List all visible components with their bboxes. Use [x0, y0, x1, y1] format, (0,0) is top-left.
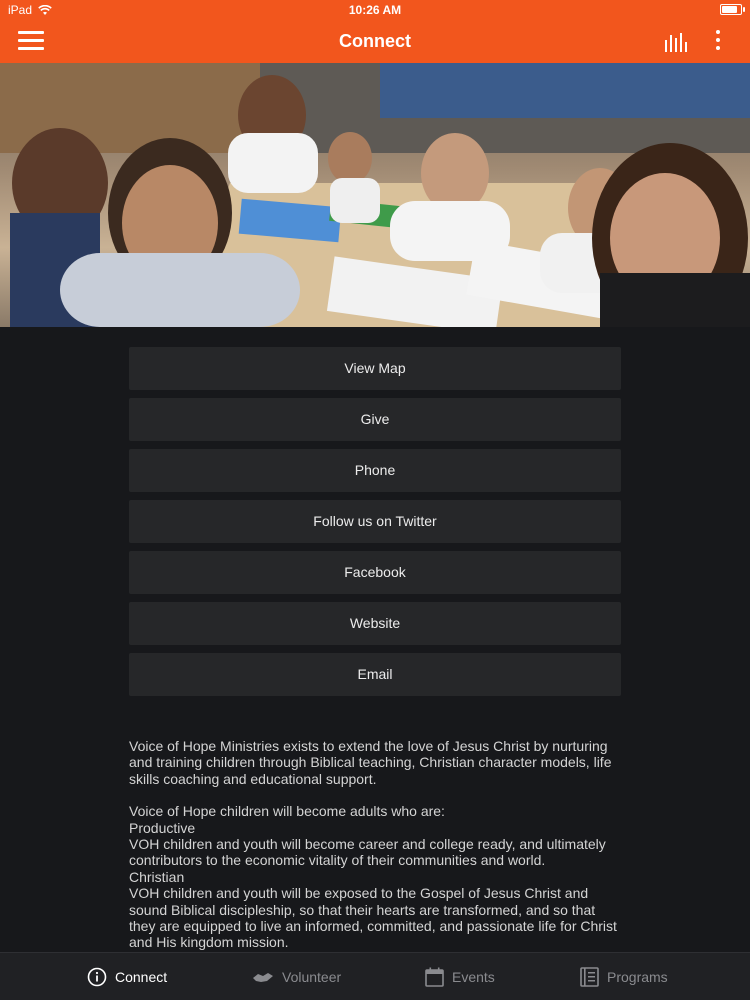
section-text-christian: VOH children and youth will be exposed to the Gospel of Jesus Christ and sound Biblical discipleship, so that their hearts are transformed, and so that they are equipped to live an informed, committed, and passionate life for Christ and His kingdom mission. — [129, 885, 617, 950]
hero-illustration — [0, 63, 750, 327]
website-button[interactable]: Website — [129, 602, 621, 645]
status-bar — [0, 0, 750, 20]
mission-text: Voice of Hope Ministries exists to extend the love of Jesus Christ by nurturing and training children through Biblical teaching, Christian character models, life skills coaching and educational support. — [129, 738, 612, 787]
about-description — [129, 738, 623, 950]
device-name: iPad — [8, 3, 33, 17]
tab-volunteer[interactable] — [252, 953, 341, 1000]
more-vertical-icon — [716, 30, 720, 34]
tab-events[interactable] — [425, 953, 495, 1000]
tab-label: Events — [452, 968, 495, 985]
facebook-button[interactable]: Facebook — [129, 551, 621, 594]
view-map-button[interactable]: View Map — [129, 347, 621, 390]
status-time: 10:26 AM — [348, 3, 402, 17]
tab-programs[interactable] — [580, 953, 668, 1000]
phone-button[interactable]: Phone — [129, 449, 621, 492]
tab-bar — [0, 952, 750, 1000]
battery-icon — [720, 4, 742, 15]
audio-bars-icon[interactable] — [664, 32, 690, 52]
give-button[interactable]: Give — [129, 398, 621, 441]
hero-image — [0, 63, 750, 327]
action-buttons — [129, 347, 621, 704]
section-heading-productive: Productive — [129, 819, 196, 836]
section-text-productive: VOH children and youth will become career and college ready, and ultimately contributors to the economic vitality of their communities and world. — [129, 836, 606, 869]
handshake-icon — [252, 970, 274, 984]
tab-connect[interactable] — [87, 953, 167, 1000]
info-icon — [87, 967, 107, 987]
page-title: Connect — [339, 31, 411, 51]
section-heading-christian: Christian — [129, 868, 185, 885]
more-options-button[interactable] — [710, 30, 726, 54]
twitter-button[interactable]: Follow us on Twitter — [129, 500, 621, 543]
email-button[interactable]: Email — [129, 653, 621, 696]
calendar-icon — [425, 967, 444, 987]
tab-label: Volunteer — [282, 968, 342, 985]
tab-label: Programs — [607, 968, 668, 985]
tab-label: Connect — [115, 968, 168, 985]
intro-text: Voice of Hope children will become adults who are: — [129, 803, 445, 820]
book-icon — [580, 967, 599, 987]
app-header — [0, 20, 750, 63]
